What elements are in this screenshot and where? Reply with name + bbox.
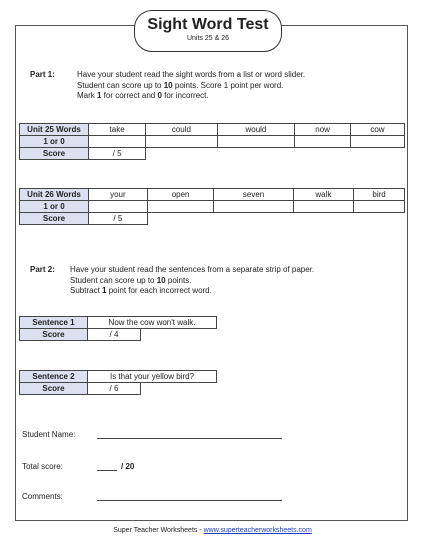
unit26-mark-cell[interactable] [147, 201, 214, 213]
blank [141, 329, 217, 341]
blank [141, 383, 217, 395]
sentence2-text: Is that your yellow bird? [88, 371, 217, 383]
unit25-mark-cell[interactable] [89, 136, 146, 148]
unit25-word: now [295, 124, 351, 136]
blank [146, 148, 405, 160]
unit25-table [19, 123, 405, 160]
page-subtitle: Units 25 & 26 [186, 35, 230, 42]
unit26-score-value[interactable]: / 5 [89, 213, 148, 225]
part2-line3: Subtract 1 point for each incorrect word. [70, 286, 212, 295]
student-name-label: Student Name: [22, 430, 76, 439]
unit26-mark-cell[interactable] [89, 201, 148, 213]
sentence1-label: Sentence 1 [20, 317, 88, 329]
unit25-score-label: Score [20, 148, 89, 160]
unit25-word: cow [350, 124, 404, 136]
unit26-header: Unit 26 Words [20, 189, 89, 201]
sentence1-table [19, 316, 217, 341]
unit26-word: open [147, 189, 214, 201]
unit26-mark-cell[interactable] [354, 201, 405, 213]
unit26-mark-label: 1 or 0 [20, 201, 89, 213]
footer-text: Super Teacher Worksheets - [113, 527, 204, 534]
total-score-field[interactable] [97, 470, 117, 471]
part2-instructions [70, 265, 314, 297]
part1-line1: Have your student read the sight words from a list or word slider. [77, 70, 306, 79]
unit25-score-value[interactable]: / 5 [89, 148, 146, 160]
footer-link[interactable]: www.superteacherworksheets.com [203, 527, 312, 534]
footer [0, 527, 425, 534]
part1-line2: Student can score up to 10 points. Score 1 point per word. [77, 80, 284, 90]
part2-line1: Have your student read the sentences from a separate strip of paper. [70, 265, 315, 274]
unit26-mark-cell[interactable] [214, 201, 293, 213]
sentence1-text: Now the cow won't walk. [88, 317, 217, 329]
blank [147, 213, 404, 225]
part2-label: Part 2: [30, 265, 55, 274]
part1-label: Part 1: [30, 70, 55, 79]
part1-line3: Mark 1 for correct and 0 for incorrect. [77, 91, 209, 100]
student-name-field[interactable] [97, 438, 282, 439]
part2-line2: Student can score up to 10 points. [70, 275, 192, 285]
sentence1-score-value[interactable]: / 4 [88, 329, 141, 341]
part1-instructions [77, 70, 305, 102]
unit25-mark-label: 1 or 0 [20, 136, 89, 148]
unit25-word: take [89, 124, 146, 136]
unit25-mark-cell[interactable] [295, 136, 351, 148]
unit26-score-label: Score [20, 213, 89, 225]
unit26-mark-cell[interactable] [293, 201, 353, 213]
unit25-word: could [146, 124, 217, 136]
comments-field[interactable] [97, 500, 282, 501]
sentence1-score-label: Score [20, 329, 88, 341]
unit25-word: would [217, 124, 295, 136]
sentence2-score-value[interactable]: / 6 [88, 383, 141, 395]
comments-label: Comments: [22, 492, 63, 501]
sentence2-label: Sentence 2 [20, 371, 88, 383]
unit25-mark-cell[interactable] [217, 136, 295, 148]
unit25-mark-cell[interactable] [146, 136, 217, 148]
unit26-word: your [89, 189, 148, 201]
unit26-word: seven [214, 189, 293, 201]
title-box [134, 10, 282, 52]
unit26-word: bird [354, 189, 405, 201]
total-score-label: Total score: [22, 462, 63, 471]
page-title: Sight Word Test [147, 16, 269, 33]
unit25-header: Unit 25 Words [20, 124, 89, 136]
total-score-suffix: / 20 [121, 462, 135, 471]
unit26-word: walk [293, 189, 353, 201]
unit26-table [19, 188, 405, 225]
sentence2-table [19, 370, 217, 395]
unit25-mark-cell[interactable] [350, 136, 404, 148]
sentence2-score-label: Score [20, 383, 88, 395]
